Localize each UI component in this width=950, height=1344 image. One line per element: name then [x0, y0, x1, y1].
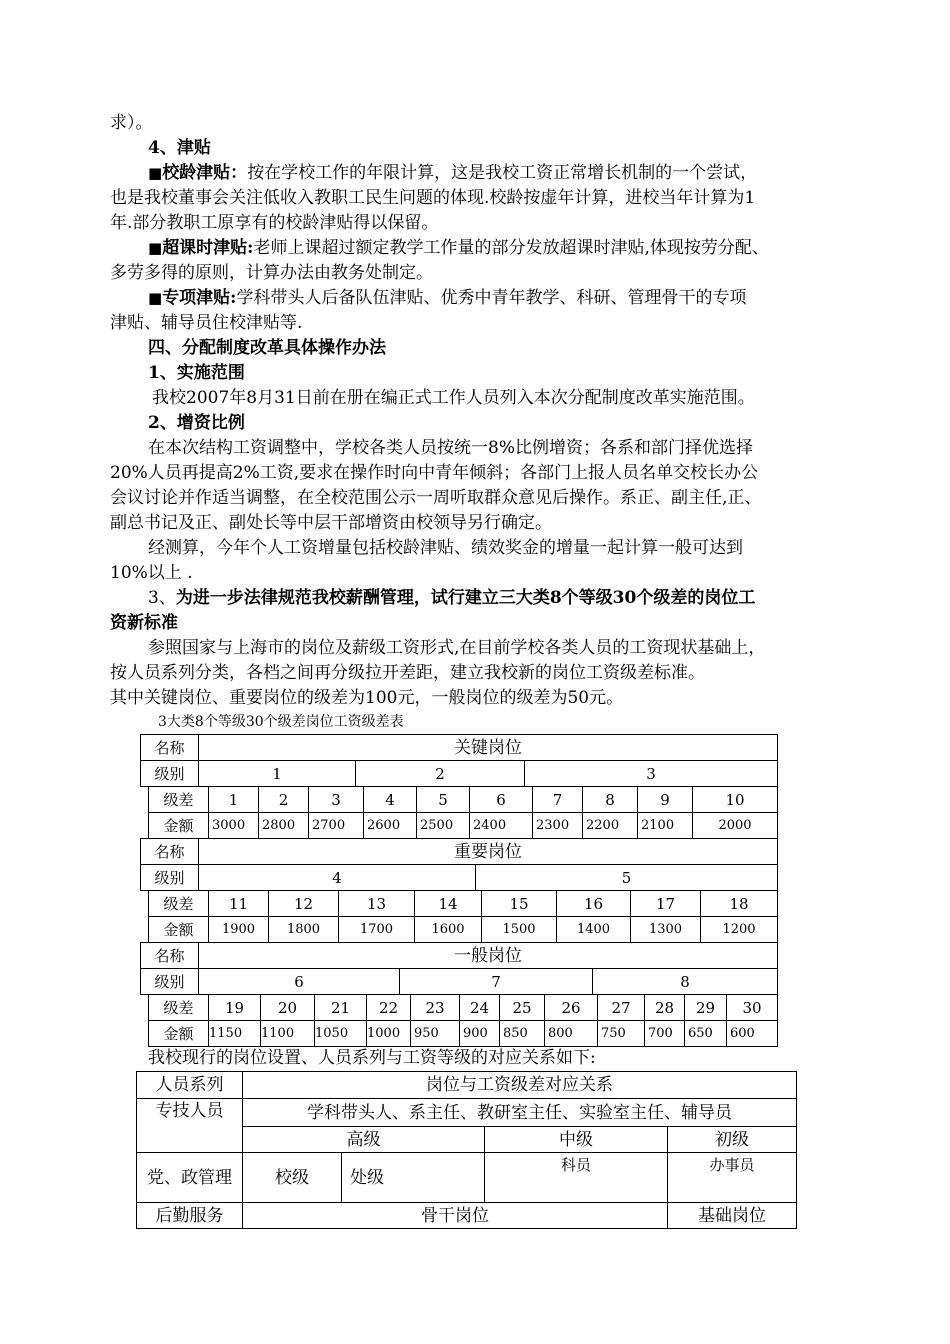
seniority-allowance-label: 校龄津贴： [162, 163, 248, 183]
row-label-diff: 级差 [149, 787, 209, 813]
amount-cell: 950 [411, 1021, 460, 1047]
row-label-diff: 级差 [149, 891, 209, 917]
table-row [141, 839, 778, 865]
level-cell: 8 [593, 969, 778, 995]
table-row [137, 1203, 797, 1229]
paragraph-ratio-line1: 在本次结构工资调整中，学校各类人员按统一8%比例增资；各系和部门择优选择 [148, 438, 753, 458]
diff-cell: 15 [482, 891, 557, 917]
salary-table-important-values [148, 890, 778, 943]
square-bullet: ■ [148, 289, 163, 307]
paragraph-overtime-line2: 多劳多得的原则，计算办法由教务处制定。 [110, 263, 433, 283]
amount-cell: 2200 [583, 813, 638, 839]
paragraph-ratio-line3: 会议讨论并作适当调整，在全校范围公示一周听取群众意见后操作。系正、副主任,正、 [110, 488, 762, 508]
amount-cell: 1150 [209, 1021, 261, 1047]
salary-table-key [140, 734, 778, 787]
diff-cell: 23 [411, 995, 460, 1021]
logistics-basic: 基础岗位 [668, 1203, 797, 1229]
category-name-key: 关键岗位 [199, 735, 778, 761]
table-row [141, 969, 778, 995]
tech-middle: 中级 [485, 1127, 668, 1153]
diff-cell: 17 [631, 891, 701, 917]
amount-cell: 2100 [638, 813, 693, 839]
amount-cell: 800 [545, 1021, 598, 1047]
diff-cell: 5 [417, 787, 470, 813]
table-row [149, 891, 778, 917]
tech-junior: 初级 [668, 1127, 797, 1153]
logistics-core: 骨干岗位 [243, 1203, 668, 1229]
amount-cell: 2600 [364, 813, 417, 839]
table-row [137, 1072, 797, 1099]
paragraph-estimate-line2: 10%以上 . [110, 563, 193, 583]
amount-cell: 1900 [209, 917, 269, 943]
diff-cell: 16 [557, 891, 631, 917]
amount-cell: 2000 [693, 813, 778, 839]
amount-cell: 750 [598, 1021, 645, 1047]
tech-senior: 高级 [243, 1127, 485, 1153]
diff-cell: 12 [269, 891, 339, 917]
table-row [149, 995, 778, 1021]
amount-cell: 900 [460, 1021, 500, 1047]
diff-cell: 21 [315, 995, 367, 1021]
salary-table-general [140, 942, 778, 995]
square-bullet: ■ [148, 164, 163, 182]
diff-cell: 4 [364, 787, 417, 813]
row-label-name: 名称 [141, 943, 199, 969]
seniority-text: 按在学校工作的年限计算，这是我校工资正常增长机制的一个尝试， [247, 163, 758, 183]
paragraph-continuation: 求）。 [110, 113, 153, 133]
row-label-level: 级别 [141, 761, 199, 787]
party-school-level: 校级 [243, 1153, 342, 1203]
diff-cell: 24 [460, 995, 500, 1021]
heading-new-standard-line2: 资新标准 [110, 613, 178, 633]
row-label-level: 级别 [141, 969, 199, 995]
diff-cell: 22 [367, 995, 411, 1021]
amount-cell: 1050 [315, 1021, 367, 1047]
table-row [137, 1153, 797, 1203]
diff-cell: 14 [415, 891, 482, 917]
diff-cell: 18 [701, 891, 778, 917]
amount-cell: 1400 [557, 917, 631, 943]
table-row [149, 1021, 778, 1047]
diff-cell: 2 [259, 787, 309, 813]
salary-table-general-values [148, 994, 778, 1047]
diff-cell: 9 [638, 787, 693, 813]
diff-cell: 25 [500, 995, 545, 1021]
heading-increase-ratio: 2、增资比例 [148, 413, 245, 433]
row-label-level: 级别 [141, 865, 199, 891]
paragraph-reference-line3: 其中关键岗位、重要岗位的级差为100元，一般岗位的级差为50元。 [110, 688, 624, 708]
diff-cell: 19 [209, 995, 261, 1021]
diff-cell: 10 [693, 787, 778, 813]
paragraph-reference-line1: 参照国家与上海市的岗位及薪级工资形式,在目前学校各类人员的工资现状基础上， [148, 638, 766, 658]
diff-cell: 26 [545, 995, 598, 1021]
level-cell: 5 [476, 865, 778, 891]
table-row [141, 761, 778, 787]
table-caption: 3大类8个等级30个级差岗位工资级差表 [158, 714, 404, 730]
level-cell: 3 [525, 761, 778, 787]
paragraph-seniority-line2: 也是我校董事会关注低收入教职工民生问题的体现.校龄按虚年计算，进校当年计算为1 [110, 188, 756, 208]
row-label-name: 名称 [141, 839, 199, 865]
amount-cell: 850 [500, 1021, 545, 1047]
diff-cell: 8 [583, 787, 638, 813]
level-cell: 4 [199, 865, 476, 891]
level-cell: 1 [199, 761, 356, 787]
amount-cell: 1300 [631, 917, 701, 943]
paragraph-scope: 我校2007年8月31日前在册在编正式工作人员列入本次分配制度改革实施范围。 [152, 388, 755, 408]
table-row [141, 943, 778, 969]
paragraph-seniority-line3: 年.部分教职工原享有的校龄津贴得以保留。 [110, 213, 439, 233]
square-bullet: ■ [148, 239, 163, 257]
amount-cell: 2300 [533, 813, 583, 839]
row-label-amount: 金额 [149, 917, 209, 943]
heading-text: 为进一步法律规范我校薪酬管理，试行建立三大类8个等级30个级差的岗位工 [175, 588, 756, 608]
amount-cell: 1800 [269, 917, 339, 943]
logistics-label: 后勤服务 [137, 1203, 243, 1229]
table-row [149, 813, 778, 839]
row-label-name: 名称 [141, 735, 199, 761]
paragraph-current-relation: 我校现行的岗位设置、人员系列与工资等级的对应关系如下: [148, 1048, 596, 1068]
salary-table-important [140, 838, 778, 891]
amount-cell: 2800 [259, 813, 309, 839]
heading-scope: 1、实施范围 [148, 363, 245, 383]
tech-roles: 学科带头人、系主任、教研室主任、实验室主任、辅导员 [243, 1099, 797, 1127]
diff-cell: 3 [309, 787, 364, 813]
paragraph-special-line2: 津贴、辅导员住校津贴等. [110, 313, 303, 333]
category-name-general: 一般岗位 [199, 943, 778, 969]
special-text: 学科带头人后备队伍津贴、优秀中青年教学、科研、管理骨干的专项 [236, 288, 747, 308]
paragraph-seniority-line1 [148, 161, 757, 185]
paragraph-overtime-line1 [148, 236, 769, 260]
heading-new-standard-line1 [148, 586, 755, 610]
diff-cell: 28 [645, 995, 685, 1021]
table-row [141, 865, 778, 891]
diff-cell: 27 [598, 995, 645, 1021]
diff-cell: 20 [261, 995, 315, 1021]
overtime-text: 老师上课超过额定教学工作量的部分发放超课时津贴,体现按劳分配、 [253, 238, 769, 258]
paragraph-special-line1 [148, 286, 746, 310]
party-dept-level: 处级 [342, 1153, 485, 1203]
amount-cell: 1100 [261, 1021, 315, 1047]
amount-cell: 2700 [309, 813, 364, 839]
level-cell: 7 [400, 969, 593, 995]
paragraph-ratio-line4: 副总书记及正、副处长等中层干部增资由校领导另行确定。 [110, 513, 552, 533]
paragraph-estimate-line1: 经测算，今年个人工资增量包括校龄津贴、绩效奖金的增量一起计算一般可达到 [148, 538, 743, 558]
amount-cell: 1000 [367, 1021, 411, 1047]
amount-cell: 3000 [209, 813, 259, 839]
diff-cell: 29 [685, 995, 727, 1021]
heading-allowance: 4、津贴 [148, 138, 211, 158]
party-section-staff: 科员 [485, 1153, 668, 1203]
paragraph-ratio-line2: 20%人员再提高2%工资,要求在操作时向中青年倾斜；各部门上报人员名单交校长办公 [110, 463, 759, 483]
table-row [141, 735, 778, 761]
amount-cell: 2500 [417, 813, 470, 839]
category-name-important: 重要岗位 [199, 839, 778, 865]
amount-cell: 1200 [701, 917, 778, 943]
row-label-diff: 级差 [149, 995, 209, 1021]
header-series: 人员系列 [137, 1072, 243, 1099]
heading-section-four: 四、分配制度改革具体操作办法 [148, 338, 386, 358]
amount-cell: 650 [685, 1021, 727, 1047]
amount-cell: 700 [645, 1021, 685, 1047]
row-label-amount: 金额 [149, 1021, 209, 1047]
diff-cell: 7 [533, 787, 583, 813]
special-allowance-label: 专项津贴: [162, 288, 237, 308]
diff-cell: 1 [209, 787, 259, 813]
row-label-amount: 金额 [149, 813, 209, 839]
table-row [149, 917, 778, 943]
diff-cell: 11 [209, 891, 269, 917]
amount-cell: 2400 [470, 813, 533, 839]
header-relation: 岗位与工资级差对应关系 [243, 1072, 797, 1099]
heading-number: 3、 [148, 588, 176, 608]
paragraph-reference-line2: 按人员系列分类，各档之间再分级拉开差距，建立我校新的岗位工资级差标准。 [110, 663, 705, 683]
diff-cell: 6 [470, 787, 533, 813]
party-admin-label: 党、政管理 [137, 1153, 243, 1203]
overtime-allowance-label: 超课时津贴: [162, 238, 254, 258]
diff-cell: 30 [727, 995, 778, 1021]
party-clerk: 办事员 [668, 1153, 797, 1203]
tech-staff-label: 专技人员 [137, 1099, 243, 1153]
amount-cell: 1700 [339, 917, 415, 943]
amount-cell: 1600 [415, 917, 482, 943]
level-cell: 2 [356, 761, 525, 787]
salary-table-key-values [148, 786, 778, 839]
table-row [137, 1099, 797, 1127]
table-row [149, 787, 778, 813]
position-relation-table [136, 1071, 797, 1229]
amount-cell: 1500 [482, 917, 557, 943]
level-cell: 6 [199, 969, 400, 995]
diff-cell: 13 [339, 891, 415, 917]
amount-cell: 600 [727, 1021, 778, 1047]
